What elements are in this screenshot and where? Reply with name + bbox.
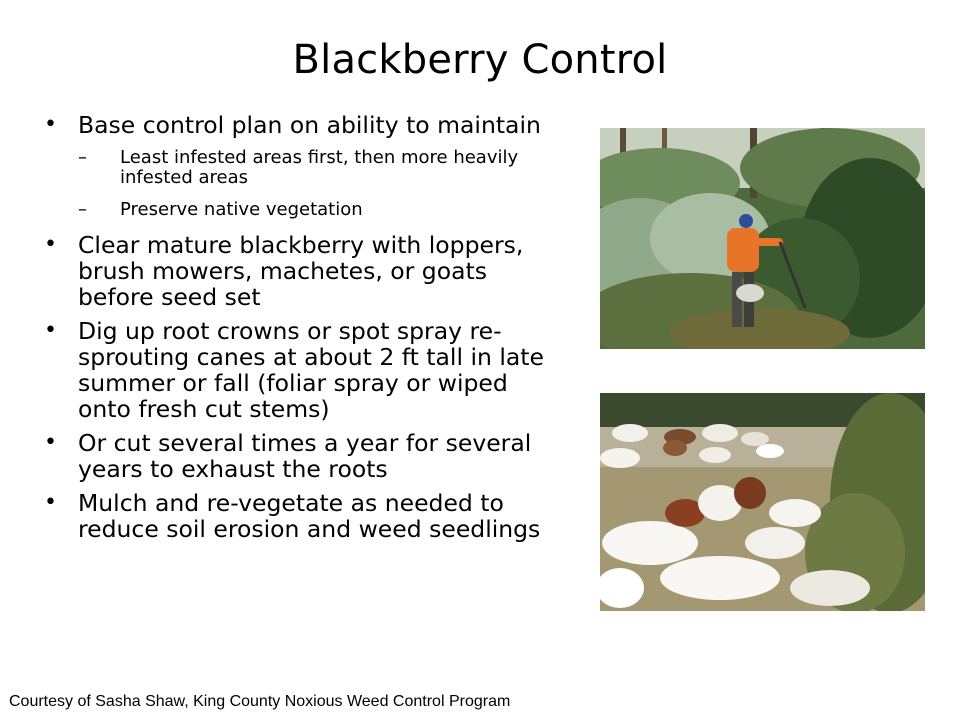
bullet-list xyxy=(44,112,564,542)
bullet-item xyxy=(44,112,564,220)
bullet-item xyxy=(44,490,564,542)
bullet-text: Dig up root crowns or spot spray re-sprouting canes at about 2 ft tall in late summer or fall (foliar spray or wiped onto fresh cut stems) xyxy=(78,317,544,423)
slide-title: Blackberry Control xyxy=(292,37,668,83)
photo-goats-grazing xyxy=(600,393,925,611)
sub-bullet-item xyxy=(78,200,564,220)
sub-bullet-text: Least infested areas first, then more heavily infested areas xyxy=(120,147,519,188)
bullet-text: Base control plan on ability to maintain xyxy=(78,111,541,139)
bullet-content xyxy=(44,112,564,550)
bullet-marker: • xyxy=(44,112,57,137)
bullet-marker: • xyxy=(44,318,57,343)
bullet-text: Clear mature blackberry with loppers, brush mowers, machetes, or goats before seed set xyxy=(78,231,524,311)
photo-credit: Courtesy of Sasha Shaw, King County Noxious Weed Control Program xyxy=(9,693,511,710)
bullet-text: Mulch and re-vegetate as needed to reduce soil erosion and weed seedlings xyxy=(78,489,541,543)
bullet-marker: • xyxy=(44,232,57,257)
bullet-item xyxy=(44,318,564,422)
photo-goats-illustration xyxy=(600,393,925,611)
bullet-text: Or cut several times a year for several years to exhaust the roots xyxy=(78,429,532,483)
sub-bullet-marker: – xyxy=(78,147,87,168)
bullet-item xyxy=(44,430,564,482)
sub-bullet-text: Preserve native vegetation xyxy=(120,199,363,220)
bullet-item xyxy=(44,232,564,310)
sub-bullet-item xyxy=(78,148,564,188)
sub-bullet-list xyxy=(78,148,564,220)
sub-bullet-marker: – xyxy=(78,199,87,220)
bullet-marker: • xyxy=(44,430,57,455)
photo-worker-clearing-brush xyxy=(600,128,925,349)
photo-worker-illustration xyxy=(600,128,925,349)
bullet-marker: • xyxy=(44,490,57,515)
